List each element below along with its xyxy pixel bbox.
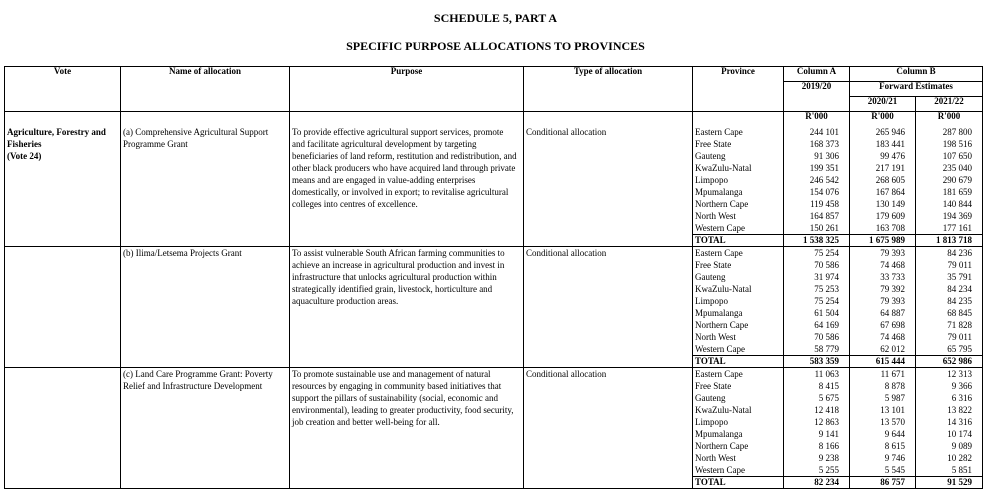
province-name: North West <box>695 211 736 221</box>
purpose-line: means and are engaged in value-adding enterprises <box>292 175 476 185</box>
amount-value: 11 671 <box>880 369 905 379</box>
amount-column-b <box>850 126 916 247</box>
province-name: KwaZulu-Natal <box>695 284 752 294</box>
amount-value: 75 254 <box>814 248 839 258</box>
amount-value: 199 351 <box>809 163 839 173</box>
purpose-line: other black producers who have acquired land through private <box>292 163 516 173</box>
province-list <box>693 126 784 247</box>
amount-value: 194 369 <box>942 211 973 221</box>
allocation-type <box>524 126 693 247</box>
allocation-table <box>4 66 983 489</box>
total-value: 1 675 989 <box>850 234 915 246</box>
purpose-line: achieve an increase in agricultural production and invest in <box>292 260 505 270</box>
amount-value: 65 795 <box>947 344 973 354</box>
amount-value: 5 545 <box>884 465 905 475</box>
header-vote: Vote <box>5 67 121 112</box>
amount-value: 154 076 <box>809 187 839 197</box>
province-name: Eastern Cape <box>695 127 743 137</box>
purpose-line: beneficiaries of land reform, restitution and redistribution, and <box>292 151 517 161</box>
amount-value: 10 282 <box>947 453 973 463</box>
province-name: North West <box>695 453 736 463</box>
header-column-b: Column B <box>850 67 983 82</box>
allocation-name <box>121 247 290 368</box>
province-name: Western Cape <box>695 465 746 475</box>
province-name: Eastern Cape <box>695 369 743 379</box>
vote-cell <box>5 247 121 368</box>
province-name: Free State <box>695 260 732 270</box>
amount-value: 177 161 <box>942 223 973 233</box>
amount-value: 99 476 <box>880 151 905 161</box>
amount-column-c <box>916 368 983 489</box>
allocation-name-line: (a) Comprehensive Agricultural Support <box>123 127 269 137</box>
amount-value: 12 863 <box>814 417 839 427</box>
total-value: 583 359 <box>784 355 849 367</box>
vote-text: (Vote 24) <box>7 151 42 161</box>
unit-label: R'000 <box>784 112 850 127</box>
header-year-2021: 2021/22 <box>916 97 983 112</box>
header-type: Type of allocation <box>524 67 693 112</box>
amount-value: 181 659 <box>942 187 973 197</box>
province-name: Free State <box>695 381 732 391</box>
amount-value: 235 040 <box>942 163 973 173</box>
allocation-purpose <box>290 368 524 489</box>
purpose-line: infrastructure that unlocks agricultural production within <box>292 272 497 282</box>
amount-value: 179 609 <box>875 211 905 221</box>
amount-value: 8 166 <box>818 441 839 451</box>
header-column-a: Column A <box>784 67 850 82</box>
amount-value: 14 316 <box>947 417 973 427</box>
amount-value: 31 974 <box>814 272 839 282</box>
amount-value: 164 857 <box>809 211 839 221</box>
amount-value: 75 254 <box>814 296 839 306</box>
schedule-title: SCHEDULE 5, PART A <box>433 11 558 25</box>
province-name: Limpopo <box>695 417 728 427</box>
province-name: Northern Cape <box>695 199 749 209</box>
amount-column-c <box>916 126 983 247</box>
header-name: Name of allocation <box>121 67 290 112</box>
province-name: Northern Cape <box>695 441 749 451</box>
province-name: Western Cape <box>695 223 746 233</box>
allocation-group <box>5 368 983 489</box>
amount-value: 9 366 <box>951 381 973 391</box>
amount-value: 268 605 <box>875 175 905 185</box>
purpose-line: job creation and better well-being for all. <box>292 417 440 427</box>
amount-value: 119 458 <box>810 199 839 209</box>
allocation-purpose <box>290 247 524 368</box>
total-value: 615 444 <box>850 355 915 367</box>
amount-value: 64 169 <box>814 320 839 330</box>
amount-value: 217 191 <box>875 163 905 173</box>
vote-text: Agriculture, Forestry and <box>7 127 106 137</box>
amount-value: 11 063 <box>814 369 839 379</box>
province-name: Limpopo <box>695 175 728 185</box>
amount-value: 79 393 <box>880 248 905 258</box>
purpose-line: resources by engaging in community based initiatives that <box>292 381 502 391</box>
province-name: Mpumalanga <box>695 429 743 439</box>
schedule-subtitle: SPECIFIC PURPOSE ALLOCATIONS TO PROVINCES <box>346 39 645 53</box>
allocation-type-text: Conditional allocation <box>526 248 607 258</box>
vote-cell <box>5 126 121 247</box>
allocation-type <box>524 368 693 489</box>
total-value: 82 234 <box>784 476 849 488</box>
amount-value: 140 844 <box>942 199 973 209</box>
amount-value: 33 733 <box>880 272 905 282</box>
province-name: Mpumalanga <box>695 308 743 318</box>
amount-value: 198 516 <box>942 139 973 149</box>
allocation-name-line: (b) Ilima/Letsema Projects Grant <box>123 248 242 258</box>
amount-value: 6 316 <box>951 393 973 403</box>
amount-value: 84 235 <box>947 296 973 306</box>
amount-value: 244 101 <box>809 127 839 137</box>
allocation-name <box>121 126 290 247</box>
allocation-name-line: Relief and Infrastructure Development <box>123 381 263 391</box>
province-name: Gauteng <box>695 272 726 282</box>
amount-value: 91 306 <box>814 151 839 161</box>
amount-value: 84 234 <box>947 284 973 294</box>
province-name: KwaZulu-Natal <box>695 405 752 415</box>
amount-value: 13 570 <box>880 417 905 427</box>
total-label: TOTAL <box>693 234 783 246</box>
amount-value: 107 650 <box>942 151 973 161</box>
province-name: Eastern Cape <box>695 248 743 258</box>
amount-value: 265 946 <box>875 127 905 137</box>
total-value: 652 986 <box>916 355 982 367</box>
amount-value: 79 011 <box>947 260 973 270</box>
amount-value: 62 012 <box>880 344 905 354</box>
amount-value: 5 255 <box>818 465 839 475</box>
amount-value: 246 542 <box>809 175 839 185</box>
purpose-line: and facilitate agricultural development by targeting <box>292 139 477 149</box>
amount-column-a <box>784 247 850 368</box>
amount-column-b <box>850 247 916 368</box>
purpose-line: environmental), leading to greater productivity, food security, <box>292 405 514 415</box>
amount-value: 35 791 <box>947 272 973 282</box>
province-name: Western Cape <box>695 344 746 354</box>
allocation-group <box>5 247 983 368</box>
unit-label: R'000 <box>850 112 916 127</box>
total-value: 91 529 <box>916 476 982 488</box>
amount-value: 10 174 <box>947 429 973 439</box>
allocation-purpose <box>290 126 524 247</box>
total-label: TOTAL <box>693 476 783 488</box>
amount-value: 70 586 <box>814 332 839 342</box>
vote-text: Fisheries <box>7 139 42 149</box>
purpose-line: domestically, or involved in export; to revitalise agricultural <box>292 187 509 197</box>
vote-cell <box>5 368 121 489</box>
allocation-type-text: Conditional allocation <box>526 127 607 137</box>
amount-value: 67 698 <box>880 320 905 330</box>
amount-value: 9 089 <box>951 441 973 451</box>
amount-value: 183 441 <box>875 139 905 149</box>
amount-value: 8 415 <box>818 381 839 391</box>
amount-value: 5 851 <box>951 465 973 475</box>
purpose-line: colleges into centres of excellence. <box>292 199 418 209</box>
unit-label: R'000 <box>916 112 983 127</box>
province-name: Mpumalanga <box>695 187 743 197</box>
amount-value: 12 313 <box>947 369 973 379</box>
province-name: Free State <box>695 139 732 149</box>
allocation-name-line: Programme Grant <box>123 139 188 149</box>
province-name: KwaZulu-Natal <box>695 163 752 173</box>
amount-value: 9 746 <box>884 453 905 463</box>
province-list <box>693 368 784 489</box>
header-year-2019: 2019/20 <box>784 82 850 112</box>
amount-column-c <box>916 247 983 368</box>
amount-column-a <box>784 126 850 247</box>
total-value: 86 757 <box>850 476 915 488</box>
amount-value: 287 800 <box>942 127 973 137</box>
amount-value: 84 236 <box>947 248 973 258</box>
amount-value: 79 011 <box>947 332 973 342</box>
amount-value: 74 468 <box>880 260 905 270</box>
header-year-2020: 2020/21 <box>850 97 916 112</box>
amount-value: 290 679 <box>942 175 973 185</box>
amount-value: 13 822 <box>947 405 973 415</box>
amount-value: 12 418 <box>814 405 839 415</box>
amount-value: 5 675 <box>818 393 839 403</box>
province-name: Gauteng <box>695 151 726 161</box>
amount-value: 68 845 <box>947 308 973 318</box>
header-purpose: Purpose <box>290 67 524 112</box>
purpose-line: To assist vulnerable South African farming communities to <box>292 248 505 258</box>
amount-value: 130 149 <box>875 199 905 209</box>
amount-value: 8 878 <box>884 381 905 391</box>
province-name: Gauteng <box>695 393 726 403</box>
amount-value: 64 887 <box>880 308 905 318</box>
amount-value: 70 586 <box>814 260 839 270</box>
amount-value: 167 864 <box>875 187 905 197</box>
purpose-line: To promote sustainable use and management of natural <box>292 369 491 379</box>
amount-value: 74 468 <box>880 332 905 342</box>
total-value: 1 813 718 <box>916 234 982 246</box>
amount-value: 150 261 <box>809 223 839 233</box>
amount-column-b <box>850 368 916 489</box>
total-value: 1 538 325 <box>784 234 849 246</box>
province-name: Northern Cape <box>695 320 749 330</box>
amount-value: 9 238 <box>818 453 839 463</box>
amount-value: 163 708 <box>875 223 905 233</box>
allocation-type <box>524 247 693 368</box>
header-province: Province <box>693 67 784 112</box>
amount-value: 13 101 <box>880 405 905 415</box>
province-name: Limpopo <box>695 296 728 306</box>
allocation-type-text: Conditional allocation <box>526 369 607 379</box>
amount-value: 79 393 <box>880 296 905 306</box>
province-name: North West <box>695 332 736 342</box>
amount-value: 5 987 <box>884 393 905 403</box>
purpose-line: strategically identified grain, livestock, horticulture and <box>292 284 493 294</box>
header-forward-estimates: Forward Estimates <box>850 82 983 97</box>
amount-value: 79 392 <box>880 284 905 294</box>
amount-value: 168 373 <box>809 139 839 149</box>
amount-value: 9 141 <box>818 429 839 439</box>
amount-value: 75 253 <box>814 284 839 294</box>
purpose-line: To provide effective agricultural support services, promote <box>292 127 504 137</box>
allocation-name-line: (c) Land Care Programme Grant: Poverty <box>123 369 273 379</box>
purpose-line: aquaculture production areas. <box>292 296 399 306</box>
amount-value: 61 504 <box>814 308 839 318</box>
allocation-group <box>5 126 983 247</box>
amount-value: 58 779 <box>814 344 839 354</box>
amount-value: 71 828 <box>947 320 973 330</box>
allocation-name <box>121 368 290 489</box>
amount-value: 9 644 <box>884 429 905 439</box>
total-label: TOTAL <box>693 355 783 367</box>
purpose-line: support the pillars of sustainability (social, economic and <box>292 393 498 403</box>
amount-value: 8 615 <box>884 441 905 451</box>
amount-column-a <box>784 368 850 489</box>
province-list <box>693 247 784 368</box>
